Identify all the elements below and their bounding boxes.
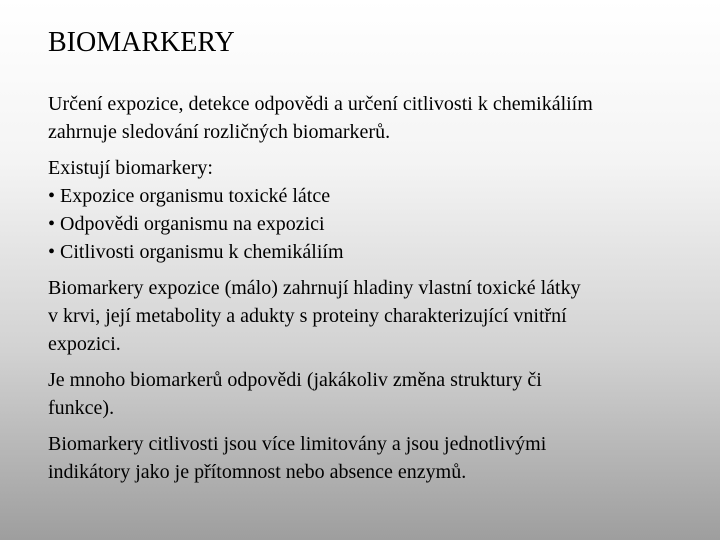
text-line: indikátory jako je přítomnost nebo absence enzymů. [48,461,467,483]
paragraph-response-markers [48,366,708,422]
bullet-item-response: • Odpovědi organismu na expozici [48,210,708,238]
text-line: funkce). [48,397,115,419]
paragraph-overview [48,90,708,146]
slide-title: BIOMARKERY [48,27,235,58]
text-line: Je mnoho biomarkerů odpovědi (jakákoliv změna struktury či [48,369,542,391]
text-line: Biomarkery citlivosti jsou více limitovány a jsou jednotlivými [48,433,547,455]
list-intro: Existují biomarkery: [48,157,213,179]
text-line: Určení expozice, detekce odpovědi a určení citlivosti k chemikáliím [48,93,593,115]
text-line: Biomarkery expozice (málo) zahrnují hladiny vlastní toxické látky [48,277,581,299]
paragraph-susceptibility-markers [48,430,708,486]
bullet-item-exposure: • Expozice organismu toxické látce [48,182,708,210]
paragraph-types [48,154,708,266]
paragraph-exposure-markers [48,274,708,358]
bullet-item-susceptibility: • Citlivosti organismu k chemikáliím [48,238,708,266]
text-line: zahrnuje sledování rozličných biomarkerů. [48,121,391,143]
text-line: v krvi, její metabolity a adukty s proteiny charakterizující vnitřní [48,305,567,327]
text-line: expozici. [48,333,121,355]
slide-content [48,90,708,494]
